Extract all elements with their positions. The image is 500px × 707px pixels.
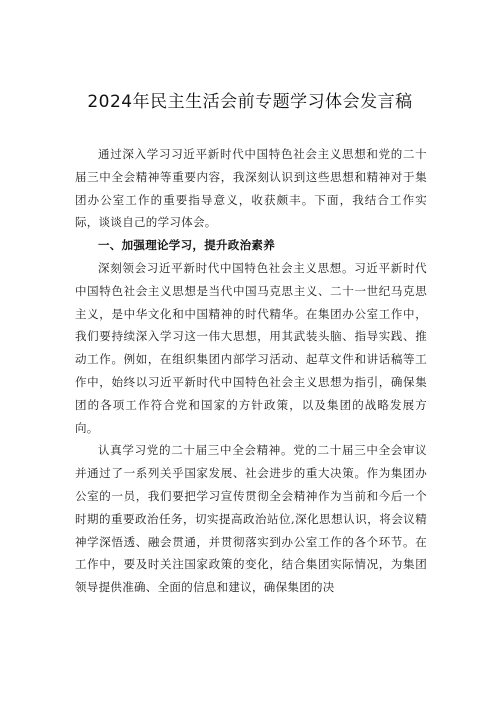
document-title: 2024年民主生活会前专题学习体会发言稿: [87, 92, 413, 112]
section-heading: 一、加强理论学习，提升政治素养: [98, 238, 275, 253]
section-paragraph-1: 深刻领会习近平新时代中国特色社会主义思想。习近平新时代中国特色社会主义思想是当代中国马克思主义、二十一世纪马克思主义，是中华文化和中国精神的时代精华。在集团办公室工作中，我们要持续深入学习这一伟大思想，用其武装头脑、指导实践、推动工作。例如，在组织集团内部学习活动、起草文件和讲话稿等工作中，始终以习近平新时代中国特色社会主义思想为指引，确保集团的各项工作符合党和国家的方针政策，以及集团的战略发展方向。: [75, 260, 427, 435]
section-paragraph-2: 认真学习党的二十届三中全会精神。党的二十届三中全会审议并通过了一系列关乎国家发展、社会进步的重大决策。作为集团办公室的一员，我们要把学习宣传贯彻全会精神作为当前和今后一个时期的重要政治任务，切实提高政治站位,深化思想认识，将会议精神学深悟透、融会贯通，并贯彻落实到办公室工作的各个环节。在工作中，要及时关注国家政策的变化，结合集团实际情况，为集团领导提供准确、全面的信息和建议，确保集团的决: [75, 443, 427, 595]
document-body: [75, 143, 427, 599]
intro-paragraph: 通过深入学习习近平新时代中国特色社会主义思想和党的二十届三中全会精神等重要内容，我深刻认识到这些思想和精神对于集团办公室工作的重要指导意义，收获颇丰。下面，我结合工作实际，谈谈自己的学习体会。: [75, 147, 427, 230]
